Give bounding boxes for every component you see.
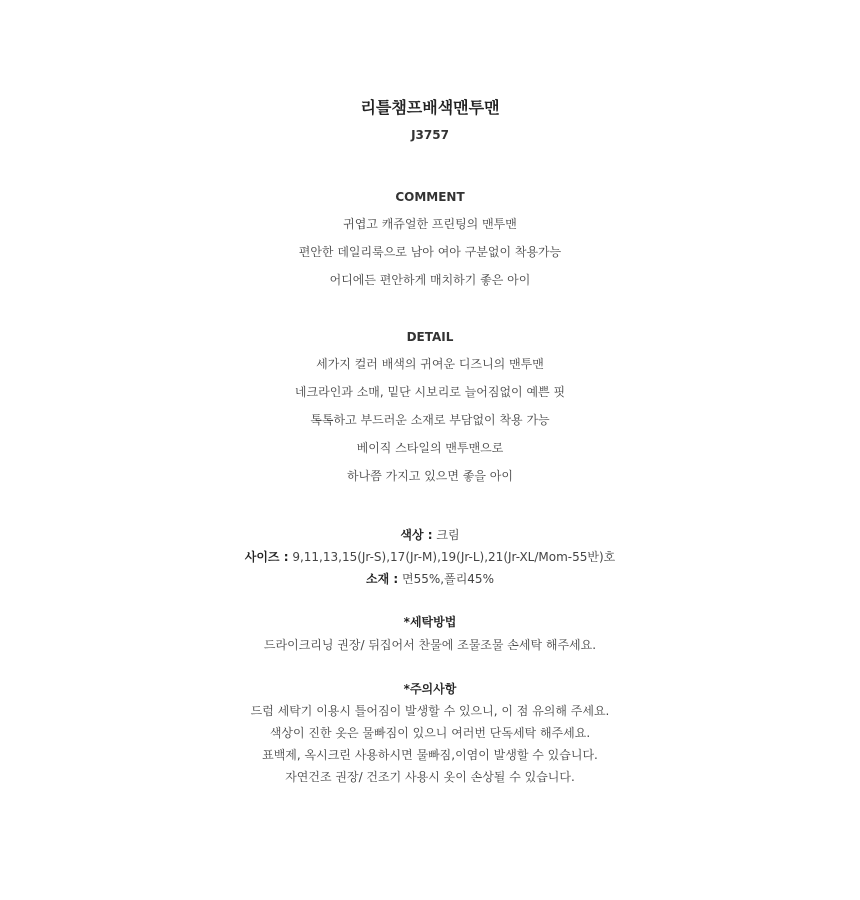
spec-label: 소재 :: [366, 572, 399, 586]
spec-material: [0, 571, 860, 587]
spec-label: 색상 :: [400, 528, 433, 542]
caution-line: 자연건조 권장/ 건조기 사용시 옷이 손상될 수 있습니다.: [285, 770, 575, 784]
comment-heading: COMMENT: [395, 190, 465, 204]
spec-label: 사이즈 :: [244, 550, 289, 564]
detail-heading: DETAIL: [406, 330, 454, 344]
spec-size: [0, 549, 860, 565]
washing-heading: *세탁방법: [403, 615, 457, 629]
spec-value: 9,11,13,15(Jr-S),17(Jr-M),19(Jr-L),21(Jr-XL/Mom-55반)호: [292, 550, 616, 564]
product-title: 리틀챔프배색맨투맨: [360, 98, 500, 117]
product-code: J3757: [411, 128, 449, 142]
detail-line: 하나쯤 가지고 있으면 좋을 아이: [347, 469, 513, 483]
detail-line: 네크라인과 소매, 밑단 시보리로 늘어짐없이 예쁜 핏: [294, 385, 566, 399]
comment-line: 편안한 데일리룩으로 남아 여아 구분없이 착용가능: [298, 245, 562, 259]
detail-line: 베이직 스타일의 맨투맨으로: [356, 441, 504, 455]
comment-line: 귀엽고 캐쥬얼한 프린팅의 맨투맨: [343, 217, 517, 231]
caution-line: 색상이 진한 옷은 물빠짐이 있으니 여러번 단독세탁 해주세요.: [269, 726, 591, 740]
caution-line: 드럼 세탁기 이용시 틀어짐이 발생할 수 있으니, 이 점 유의해 주세요.: [250, 704, 610, 718]
detail-line: 세가지 컬러 배색의 귀여운 디즈니의 맨투맨: [316, 357, 544, 371]
washing-text: 드라이크리닝 권장/ 뒤집어서 찬물에 조물조물 손세탁 해주세요.: [263, 638, 597, 652]
spec-value: 면55%,폴리45%: [402, 572, 494, 586]
spec-value: 크림: [436, 528, 460, 542]
spec-color: [0, 527, 860, 543]
caution-line: 표백제, 옥시크린 사용하시면 물빠짐,이염이 발생할 수 있습니다.: [262, 748, 598, 762]
comment-line: 어디에든 편안하게 매치하기 좋은 아이: [329, 273, 531, 287]
detail-line: 톡톡하고 부드러운 소재로 부담없이 착용 가능: [310, 413, 550, 427]
caution-heading: *주의사항: [403, 682, 457, 696]
